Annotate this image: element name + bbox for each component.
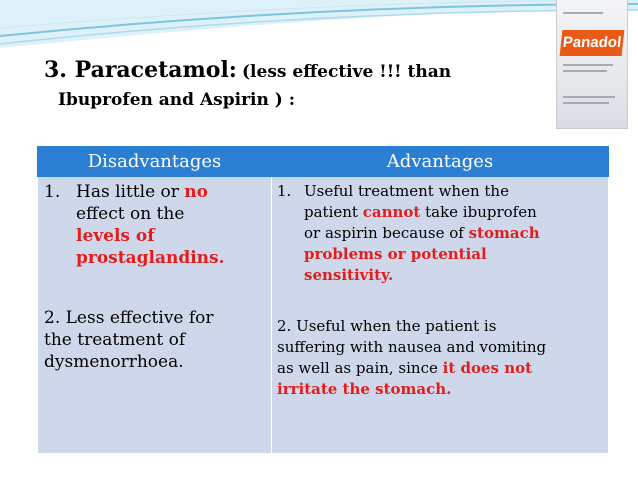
disadvantage-item-2: 2. Less effective for the treatment of dysmenorrhoea. <box>44 308 214 372</box>
advantages-cell <box>272 177 609 454</box>
panadol-logo: Panadol <box>560 30 625 56</box>
disadvantage-item-1: 1. Has little or no effect on the levels of prostaglandins. <box>44 182 225 268</box>
header-advantages: Advantages <box>272 147 609 177</box>
slide-title <box>44 56 544 114</box>
title-note-line2: Ibuprofen and Aspirin ) : <box>58 90 296 110</box>
advantage-item-2: 2. Useful when the patient is suffering with nausea and vomiting as well as pain, since it does not irritate the stomach. <box>277 317 547 398</box>
title-heading: 3. Paracetamol: <box>44 57 237 83</box>
header-disadvantages: Disadvantages <box>38 147 272 177</box>
panadol-box-image <box>557 0 627 128</box>
advantage-item-1: 1. Useful treatment when the patient cannot take ibuprofen or aspirin because of stomach problems or potential sensitivity. <box>277 182 540 284</box>
disadvantages-cell <box>38 177 272 454</box>
title-note: (less effective !!! than <box>242 62 452 82</box>
comparison-table <box>37 146 609 454</box>
